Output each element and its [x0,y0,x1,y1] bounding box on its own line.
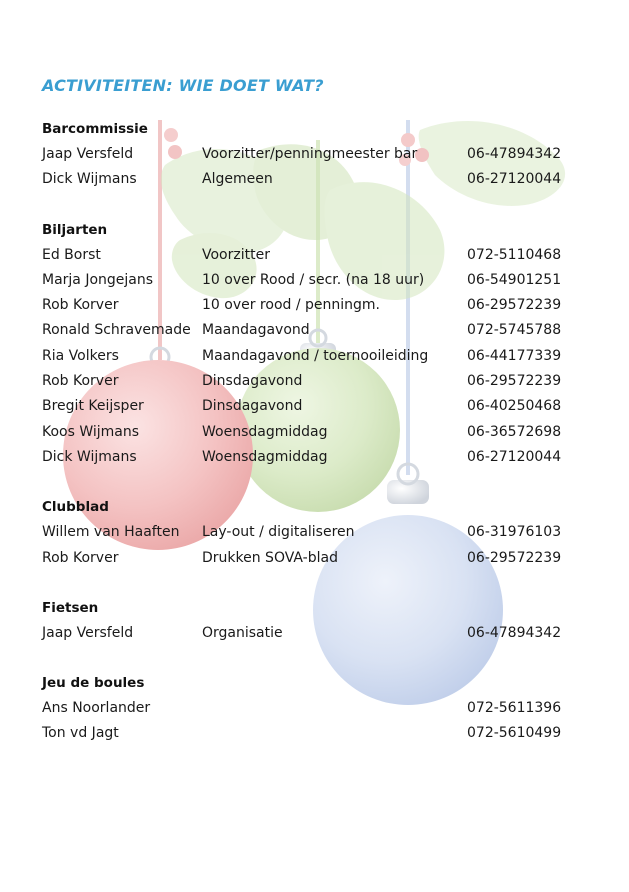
contact-row [42,422,602,447]
contact-role: Dinsdagavond [202,398,303,415]
contact-phone: 06-31976103 [467,524,562,541]
contact-name: Rob Korver [42,549,119,566]
contact-phone: 06-47894342 [467,146,562,162]
section-title: Jeu de boules [42,675,145,692]
section-title: Fietsen [42,599,99,616]
section-barcommissie [42,119,602,195]
contact-phone: 06-27120044 [467,171,562,188]
contact-name: Koos Wijmans [42,423,140,440]
contact-name: Ria Volkers [42,347,119,364]
contact-phone: 072-5611396 [467,700,562,717]
contact-role: 10 over Rood / secr. (na 18 uur) [202,271,425,288]
contact-role: Dinsdagavond [202,373,303,390]
contact-row [42,320,602,345]
contact-row [42,295,602,320]
contact-role: Woensdagmiddag [202,423,328,440]
contact-role: Maandagavond / toernooileiding [202,347,429,364]
contact-phone: 072-5745788 [467,322,562,339]
contact-name: Rob Korver [42,297,119,314]
contact-name: Ronald Schravemade [42,322,191,339]
contact-name: Ed Borst [42,246,101,263]
contact-phone: 06-47894342 [467,624,562,641]
section-title: Clubblad [42,499,109,516]
contact-role: Drukken SOVA-blad [202,549,338,566]
contact-role: 10 over rood / penningm. [202,297,381,314]
contact-row [42,548,602,573]
contact-row [42,698,602,723]
section-jeu-de-boules [42,673,602,749]
contact-phone: 06-54901251 [467,271,562,288]
contact-row [42,371,602,396]
contact-name: Willem van Haaften [42,524,180,541]
contact-row [42,245,602,270]
contact-role: Maandagavond [202,322,310,339]
activities-list [42,119,602,774]
contact-row [42,169,602,194]
contact-role: Lay-out / digitaliseren [202,524,355,541]
contact-phone: 06-27120044 [467,448,562,465]
contact-row [42,623,602,648]
page-title: ACTIVITEITEN: WIE DOET WAT? [42,76,324,95]
section-fietsen [42,598,602,648]
contact-row [42,144,602,169]
contact-phone: 072-5610499 [467,725,562,742]
contact-row [42,447,602,472]
contact-name: Ton vd Jagt [42,725,119,742]
contact-role: Woensdagmiddag [202,448,328,465]
section-biljarten [42,220,602,473]
contact-role: Algemeen [202,171,273,188]
section-title: Barcommissie [42,121,148,137]
contact-phone: 06-44177339 [467,347,562,364]
contact-name: Rob Korver [42,373,119,390]
contact-name: Bregit Keijsper [42,398,144,415]
contact-row [42,396,602,421]
contact-row [42,723,602,748]
contact-role: Voorzitter [202,246,270,263]
contact-phone: 072-5110468 [467,246,562,263]
contact-phone: 06-29572239 [467,549,562,566]
contact-phone: 06-40250468 [467,398,562,415]
contact-name: Ans Noorlander [42,700,151,717]
contact-name: Marja Jongejans [42,271,154,288]
section-clubblad [42,497,602,573]
contact-row [42,346,602,371]
contact-name: Dick Wijmans [42,448,137,465]
contact-phone: 06-29572239 [467,373,562,390]
contact-role: Organisatie [202,624,283,641]
contact-name: Jaap Versfeld [42,146,134,162]
contact-phone: 06-29572239 [467,297,562,314]
section-title: Biljarten [42,221,108,238]
contact-name: Dick Wijmans [42,171,137,188]
contact-row [42,270,602,295]
contact-name: Jaap Versfeld [42,624,134,641]
contact-phone: 06-36572698 [467,423,562,440]
contact-row [42,522,602,547]
contact-role: Voorzitter/penningmeester bar [202,146,418,162]
